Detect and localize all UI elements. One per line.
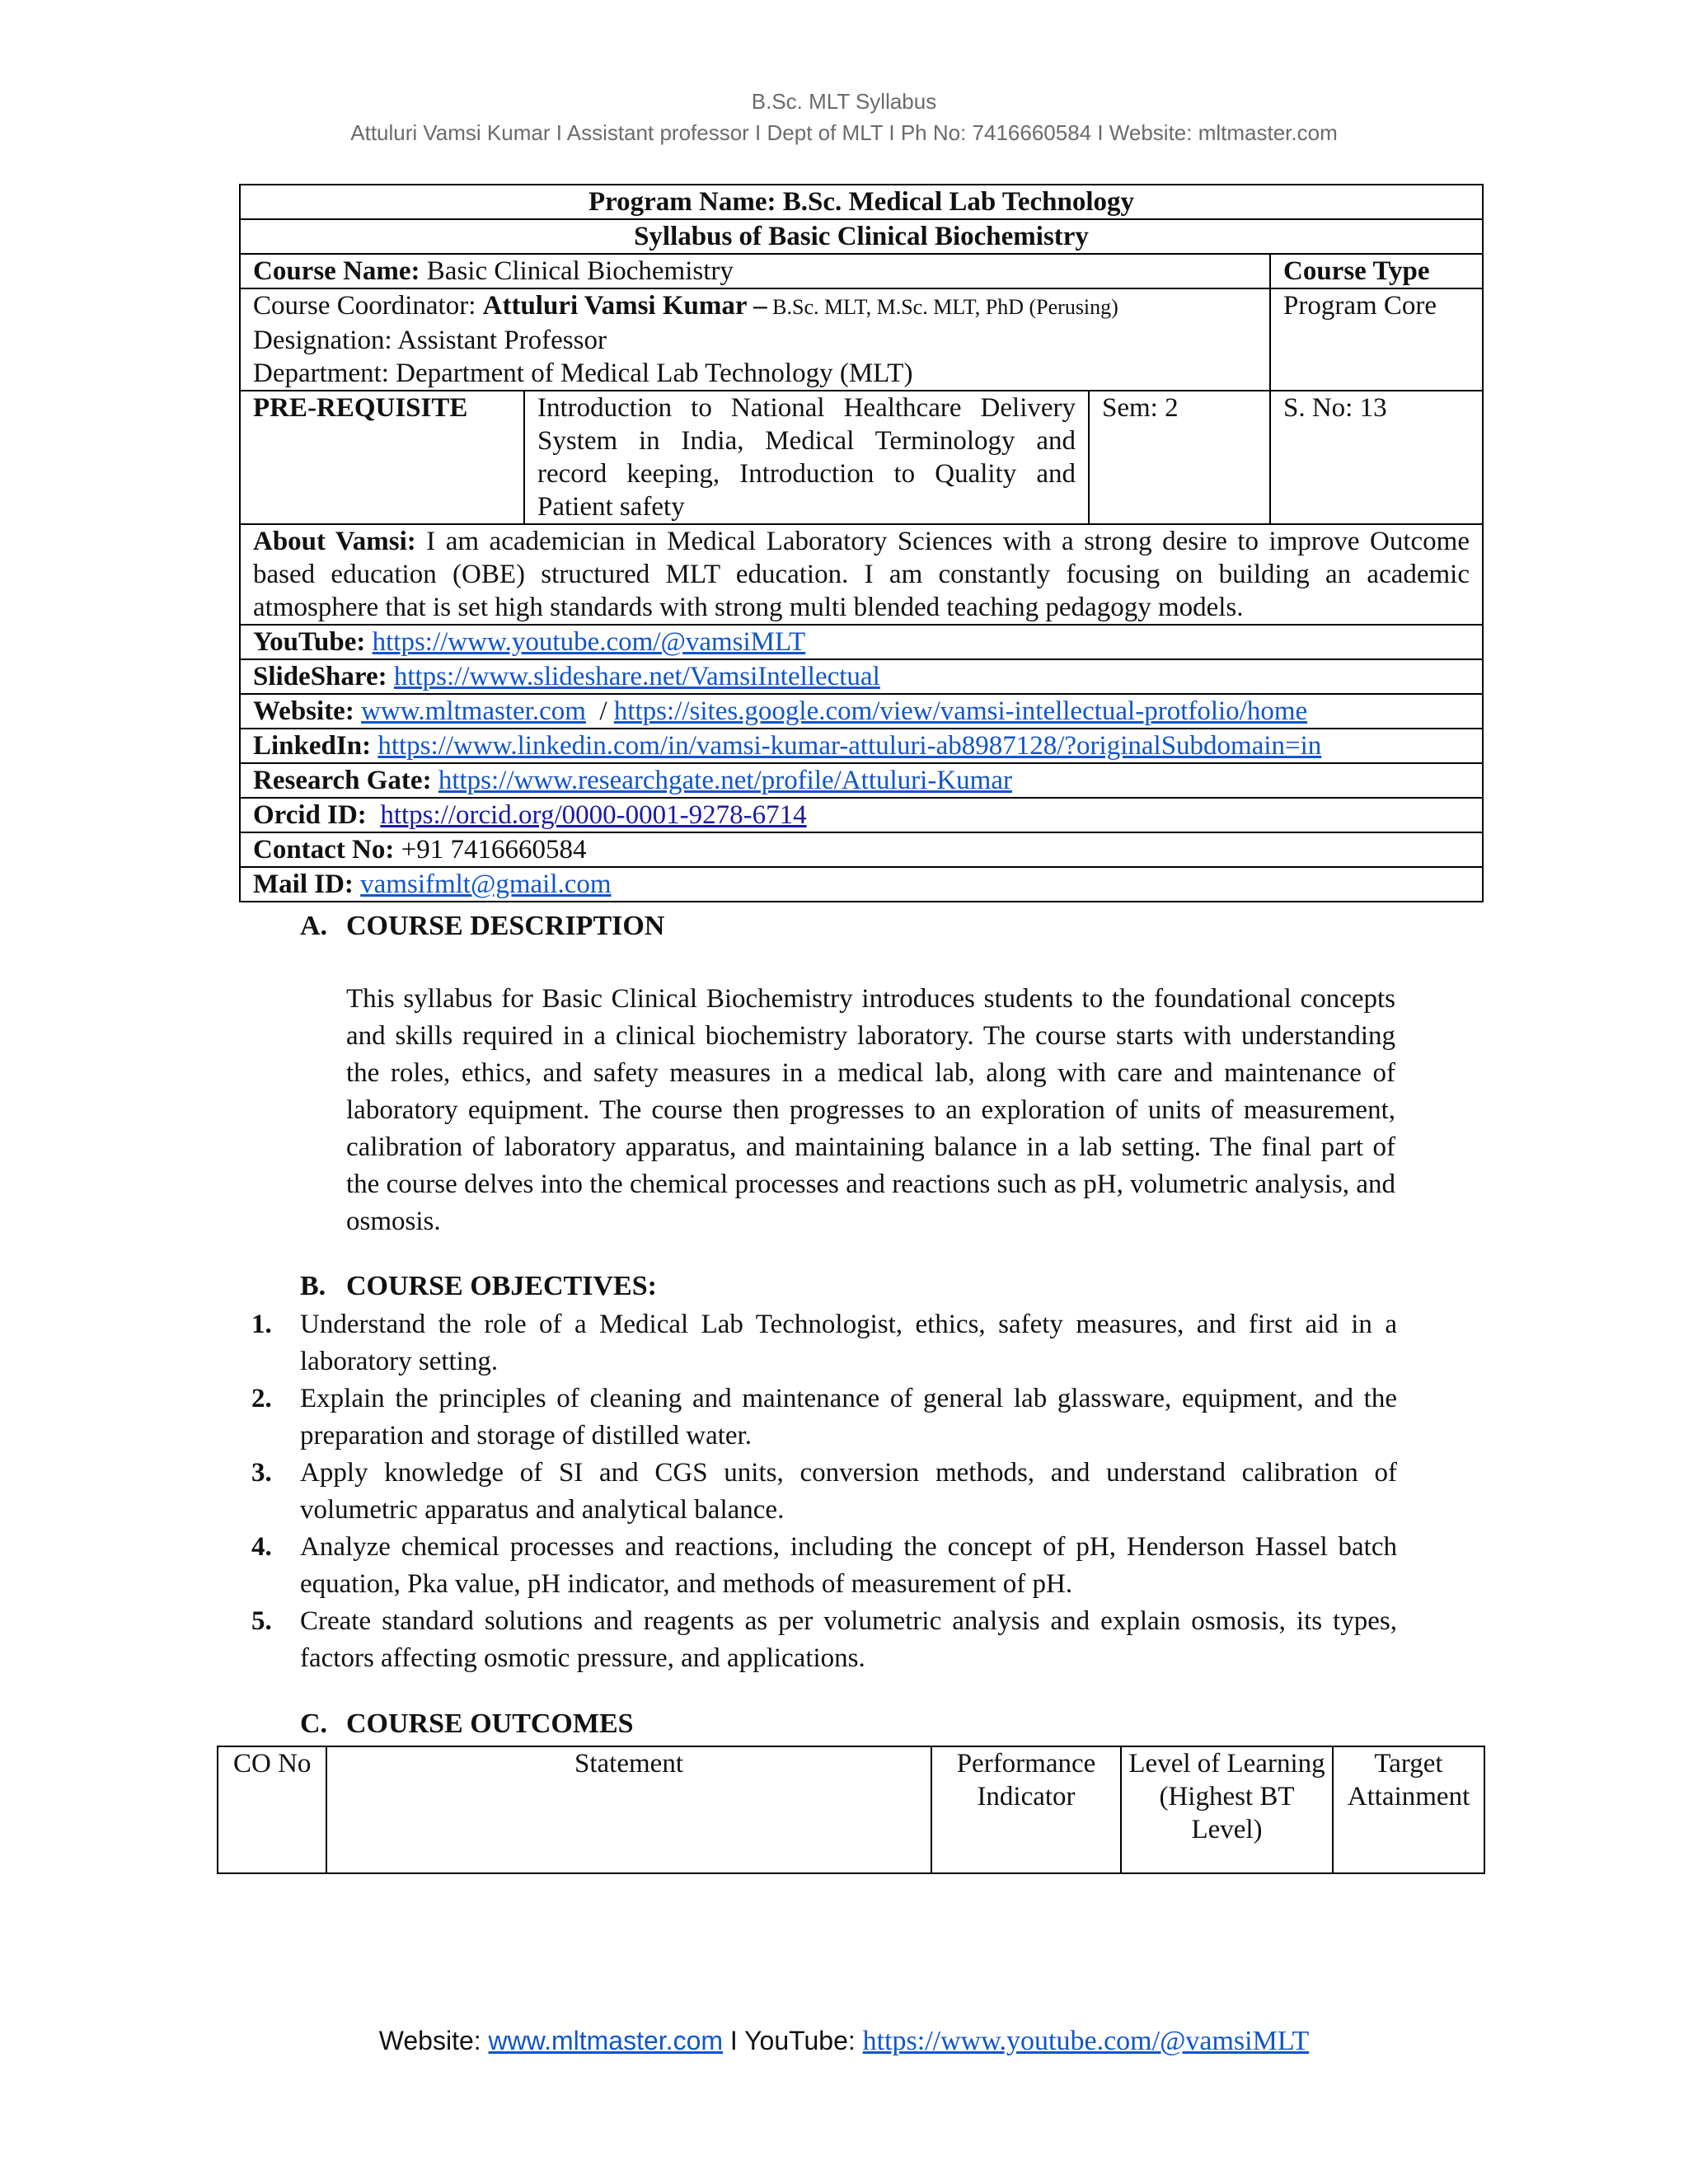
list-item: 2. Explain the principles of cleaning and maintenance of general lab glassware, equipment, and the preparation and storage of distilled water.: [251, 1384, 1397, 1451]
website-label: Website:: [253, 696, 354, 726]
researchgate-link[interactable]: https://www.researchgate.net/profile/Attuluri-Kumar: [438, 766, 1012, 795]
footer-website-link[interactable]: www.mltmaster.com: [488, 2026, 724, 2055]
course-info-table: [239, 184, 1484, 902]
footer: [0, 2026, 1688, 2057]
youtube-row: [240, 625, 1483, 659]
coordinator-row: [240, 288, 1483, 391]
footer-youtube-link[interactable]: https://www.youtube.com/@vamsiMLT: [862, 2026, 1310, 2056]
mail-link[interactable]: vamsifmlt@gmail.com: [360, 869, 612, 899]
header-title: B.Sc. MLT Syllabus: [751, 89, 937, 114]
header-subtitle: Attuluri Vamsi Kumar I Assistant professor I Dept of MLT I Ph No: 7416660584 I Website: mltmaster.com: [350, 120, 1338, 145]
section-b-heading: B. COURSE OBJECTIVES:: [300, 1271, 657, 1301]
youtube-label: YouTube:: [253, 627, 366, 657]
about-row: [240, 524, 1483, 625]
header-statement: Statement: [326, 1746, 931, 1873]
syllabus-row: [240, 219, 1483, 254]
slideshare-label: SlideShare:: [253, 662, 387, 691]
semester: Sem: 2: [1089, 391, 1270, 524]
linkedin-link[interactable]: https://www.linkedin.com/in/vamsi-kumar-attuluri-ab8987128/?originalSubdomain=in: [377, 731, 1322, 761]
footer-separator: I YouTube:: [723, 2026, 863, 2055]
researchgate-row: [240, 763, 1483, 798]
researchgate-label: Research Gate:: [253, 766, 432, 795]
list-item: 5. Create standard solutions and reagents as per volumetric analysis and explain osmosis, its types, factors affecting osmotic pressure, and applications.: [251, 1606, 1397, 1673]
serial-number: S. No: 13: [1270, 391, 1483, 524]
course-type: Program Core: [1270, 288, 1483, 391]
prerequisite-text: Introduction to National Healthcare Delivery System in India, Medical Terminology and record keeping, Introduction to Quality and Patient safety: [524, 391, 1089, 524]
coordinator-name: Attuluri Vamsi Kumar –: [482, 291, 767, 321]
course-name-cell: [240, 254, 1270, 288]
orcid-link[interactable]: https://orcid.org/0000-0001-9278-6714: [380, 800, 807, 830]
course-outcomes-table: [217, 1746, 1485, 1874]
designation: Designation: Assistant Professor: [253, 326, 607, 355]
mail-label: Mail ID:: [253, 869, 354, 899]
orcid-label: Orcid ID:: [253, 800, 374, 830]
website-link[interactable]: www.mltmaster.com: [361, 696, 586, 726]
list-item: 1. Understand the role of a Medical Lab Technologist, ethics, safety measures, and first aid in a laboratory setting.: [251, 1310, 1397, 1376]
header-co-no: CO No: [218, 1746, 326, 1873]
course-name-row: [240, 254, 1483, 288]
coordinator-label: Course Coordinator:: [253, 291, 483, 321]
website-row: [240, 694, 1483, 729]
about-label: About Vamsi:: [253, 527, 416, 556]
mail-row: [240, 867, 1483, 902]
course-type-label: Course Type: [1270, 254, 1483, 288]
linkedin-label: LinkedIn:: [253, 731, 372, 761]
youtube-link[interactable]: https://www.youtube.com/@vamsiMLT: [372, 627, 806, 657]
google-sites-link[interactable]: https://sites.google.com/view/vamsi-intellectual-protfolio/home: [613, 696, 1308, 726]
prerequisite-row: [240, 391, 1483, 524]
about-text: I am academician in Medical Laboratory Sciences with a strong desire to improve Outcome based education (OBE) structured MLT education. I am constantly focusing on building an academic atmosphere that is set high standards with strong multi blended teaching pedagogy models.: [253, 527, 1470, 622]
coordinator-qualifications: B.Sc. MLT, M.Sc. MLT, PhD (Perusing): [767, 295, 1118, 319]
section-c-heading: C. COURSE OUTCOMES: [300, 1708, 634, 1739]
contact-number: +91 7416660584: [394, 835, 587, 865]
contact-label: Contact No:: [253, 835, 395, 865]
table-row: [218, 1746, 1484, 1873]
list-item: 3. Apply knowledge of SI and CGS units, conversion methods, and understand calibration of volumetric apparatus and analytical balance.: [251, 1458, 1397, 1525]
orcid-row: [240, 798, 1483, 832]
header-target-attainment: Target Attainment: [1333, 1746, 1484, 1873]
prerequisite-label: PRE-REQUISITE: [240, 391, 524, 524]
department: Department: Department of Medical Lab Technology (MLT): [253, 359, 913, 388]
slideshare-row: [240, 659, 1483, 694]
course-name: Basic Clinical Biochemistry: [420, 256, 734, 286]
slideshare-link[interactable]: https://www.slideshare.net/VamsiIntellectual: [393, 662, 880, 691]
linkedin-row: [240, 729, 1483, 763]
objectives-list: [251, 1306, 1397, 1677]
coordinator-cell: [240, 288, 1270, 391]
course-name-label: Course Name:: [253, 256, 420, 286]
list-item: 4. Analyze chemical processes and reactions, including the concept of pH, Henderson Hassel batch equation, Pka value, pH indicator, and methods of measurement of pH.: [251, 1532, 1397, 1599]
about-cell: [240, 524, 1483, 625]
section-a-heading: A. COURSE DESCRIPTION: [300, 911, 665, 941]
syllabus-title: Syllabus of Basic Clinical Biochemistry: [240, 219, 1483, 254]
header-level-of-learning: Level of Learning (Highest BT Level): [1121, 1746, 1333, 1873]
contact-row: [240, 832, 1483, 867]
header-performance-indicator: Performance Indicator: [931, 1746, 1121, 1873]
website-separator: /: [585, 696, 614, 726]
program-name: Program Name: B.Sc. Medical Lab Technology: [240, 185, 1483, 219]
course-description: This syllabus for Basic Clinical Biochemistry introduces students to the foundational concepts and skills required in a clinical biochemistry laboratory. The course starts with understanding the roles, ethics, and safety measures in a medical lab, along with care and maintenance of laboratory equipment. The course then progresses to an exploration of units of measurement, calibration of laboratory apparatus, and maintaining balance in a lab setting. The final part of the course delves into the chemical processes and reactions such as pH, volumetric analysis, and osmosis.: [346, 984, 1395, 1236]
program-row: [240, 185, 1483, 219]
footer-website-label: Website:: [378, 2026, 489, 2055]
